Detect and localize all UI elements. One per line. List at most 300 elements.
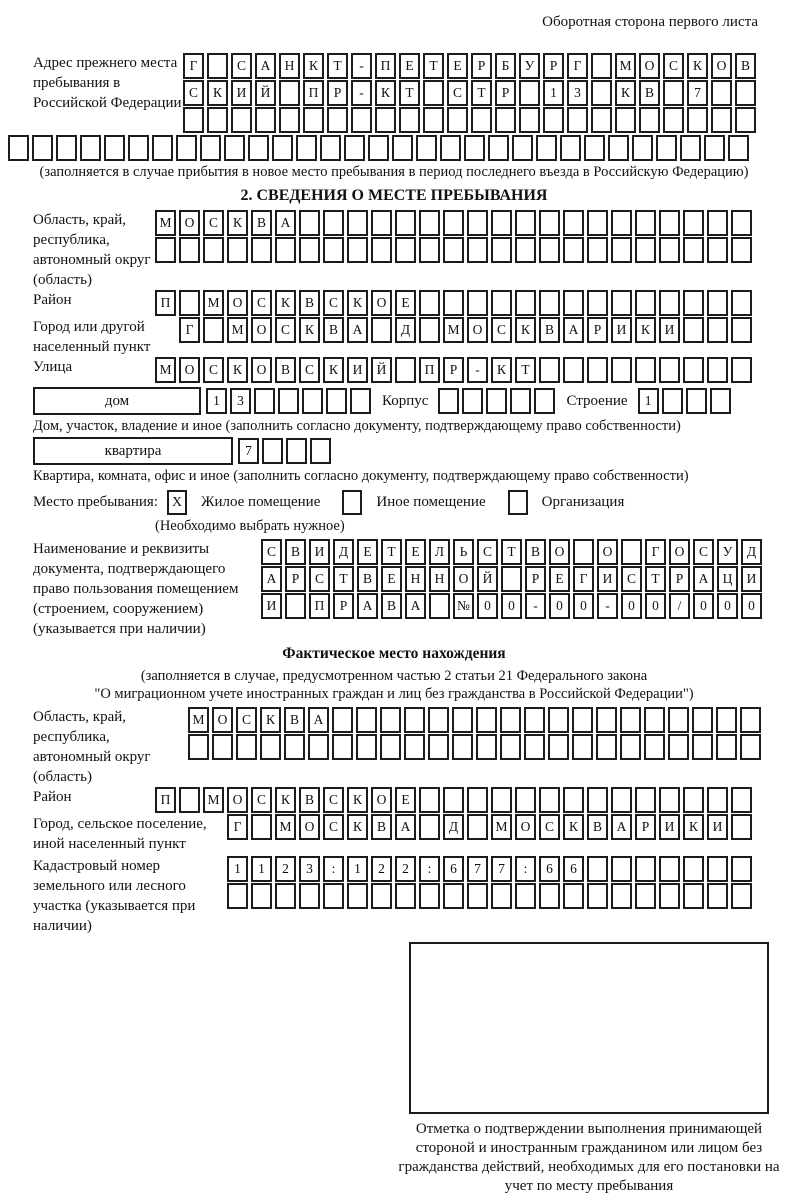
char-cell[interactable] <box>683 357 704 383</box>
char-cell[interactable]: О <box>251 357 272 383</box>
char-cell[interactable]: Е <box>395 290 416 316</box>
char-cell[interactable]: К <box>347 787 368 813</box>
char-cell[interactable] <box>591 80 612 106</box>
char-cell[interactable] <box>380 707 401 733</box>
char-cell[interactable]: М <box>188 707 209 733</box>
char-cell[interactable] <box>452 707 473 733</box>
char-cell[interactable] <box>236 734 257 760</box>
char-cell[interactable] <box>231 107 252 133</box>
char-cell[interactable] <box>716 734 737 760</box>
char-cell[interactable] <box>255 107 276 133</box>
char-cell[interactable]: К <box>687 53 708 79</box>
char-cell[interactable] <box>567 107 588 133</box>
char-cell[interactable]: Р <box>285 566 306 592</box>
char-cell[interactable]: А <box>563 317 584 343</box>
char-cell[interactable] <box>519 80 540 106</box>
char-cell[interactable] <box>591 53 612 79</box>
char-cell[interactable]: К <box>563 814 584 840</box>
char-cell[interactable]: 1 <box>543 80 564 106</box>
char-cell[interactable] <box>176 135 197 161</box>
char-cell[interactable] <box>344 135 365 161</box>
char-cell[interactable] <box>486 388 507 414</box>
char-cell[interactable] <box>200 135 221 161</box>
char-cell[interactable] <box>683 787 704 813</box>
char-cell[interactable]: В <box>284 707 305 733</box>
char-cell[interactable]: В <box>525 539 546 565</box>
char-cell[interactable]: О <box>639 53 660 79</box>
char-cell[interactable]: Т <box>333 566 354 592</box>
char-cell[interactable]: 1 <box>206 388 227 414</box>
char-cell[interactable] <box>495 107 516 133</box>
char-cell[interactable] <box>467 290 488 316</box>
char-cell[interactable] <box>327 107 348 133</box>
char-cell[interactable] <box>212 734 233 760</box>
char-cell[interactable]: Н <box>429 566 450 592</box>
char-cell[interactable]: К <box>275 787 296 813</box>
char-cell[interactable] <box>644 734 665 760</box>
char-cell[interactable]: И <box>611 317 632 343</box>
char-cell[interactable] <box>560 135 581 161</box>
char-cell[interactable] <box>310 438 331 464</box>
char-cell[interactable]: Д <box>741 539 762 565</box>
char-cell[interactable] <box>611 856 632 882</box>
char-cell[interactable]: П <box>419 357 440 383</box>
char-cell[interactable]: Н <box>279 53 300 79</box>
char-cell[interactable] <box>611 357 632 383</box>
char-cell[interactable] <box>395 237 416 263</box>
char-cell[interactable] <box>308 734 329 760</box>
char-cell[interactable] <box>275 883 296 909</box>
char-cell[interactable] <box>227 237 248 263</box>
char-cell[interactable] <box>279 80 300 106</box>
char-cell[interactable] <box>302 388 323 414</box>
char-cell[interactable] <box>467 883 488 909</box>
char-cell[interactable]: О <box>549 539 570 565</box>
char-cell[interactable] <box>323 210 344 236</box>
char-cell[interactable]: С <box>275 317 296 343</box>
char-cell[interactable] <box>443 290 464 316</box>
char-cell[interactable]: 0 <box>717 593 738 619</box>
char-cell[interactable] <box>572 707 593 733</box>
char-cell[interactable] <box>395 210 416 236</box>
char-cell[interactable] <box>704 135 725 161</box>
char-cell[interactable]: С <box>251 787 272 813</box>
char-cell[interactable] <box>596 707 617 733</box>
char-cell[interactable]: Е <box>357 539 378 565</box>
char-cell[interactable] <box>587 237 608 263</box>
char-cell[interactable]: С <box>231 53 252 79</box>
char-cell[interactable] <box>683 237 704 263</box>
char-cell[interactable]: 7 <box>467 856 488 882</box>
char-cell[interactable] <box>467 210 488 236</box>
char-cell[interactable] <box>428 734 449 760</box>
char-cell[interactable]: В <box>285 539 306 565</box>
char-cell[interactable] <box>395 883 416 909</box>
checkbox-organization[interactable] <box>508 490 528 515</box>
char-cell[interactable] <box>615 107 636 133</box>
char-cell[interactable] <box>443 210 464 236</box>
char-cell[interactable] <box>419 317 440 343</box>
char-cell[interactable] <box>155 237 176 263</box>
char-cell[interactable] <box>347 883 368 909</box>
char-cell[interactable] <box>524 707 545 733</box>
char-cell[interactable]: И <box>659 317 680 343</box>
char-cell[interactable] <box>207 53 228 79</box>
char-cell[interactable] <box>320 135 341 161</box>
char-cell[interactable] <box>620 734 641 760</box>
char-cell[interactable] <box>662 388 683 414</box>
char-cell[interactable] <box>491 883 512 909</box>
char-cell[interactable] <box>731 210 752 236</box>
char-cell[interactable]: Е <box>399 53 420 79</box>
char-cell[interactable] <box>683 883 704 909</box>
char-cell[interactable]: К <box>515 317 536 343</box>
char-cell[interactable]: Ц <box>717 566 738 592</box>
char-cell[interactable] <box>392 135 413 161</box>
char-cell[interactable]: Г <box>567 53 588 79</box>
char-cell[interactable]: С <box>663 53 684 79</box>
char-cell[interactable]: М <box>443 317 464 343</box>
char-cell[interactable] <box>443 787 464 813</box>
char-cell[interactable]: К <box>275 290 296 316</box>
char-cell[interactable] <box>183 107 204 133</box>
char-cell[interactable]: О <box>711 53 732 79</box>
char-cell[interactable] <box>659 787 680 813</box>
char-cell[interactable] <box>587 883 608 909</box>
char-cell[interactable]: 3 <box>567 80 588 106</box>
char-cell[interactable] <box>573 539 594 565</box>
char-cell[interactable] <box>467 237 488 263</box>
char-cell[interactable] <box>128 135 149 161</box>
char-cell[interactable] <box>272 135 293 161</box>
char-cell[interactable]: У <box>519 53 540 79</box>
char-cell[interactable]: С <box>621 566 642 592</box>
char-cell[interactable]: В <box>299 787 320 813</box>
char-cell[interactable]: : <box>515 856 536 882</box>
char-cell[interactable] <box>735 80 756 106</box>
char-cell[interactable]: К <box>375 80 396 106</box>
char-cell[interactable] <box>179 237 200 263</box>
char-cell[interactable] <box>491 237 512 263</box>
char-cell[interactable] <box>543 107 564 133</box>
char-cell[interactable]: К <box>347 814 368 840</box>
char-cell[interactable]: Й <box>371 357 392 383</box>
char-cell[interactable]: И <box>659 814 680 840</box>
char-cell[interactable] <box>683 290 704 316</box>
char-cell[interactable]: М <box>203 787 224 813</box>
char-cell[interactable] <box>467 814 488 840</box>
char-cell[interactable]: Г <box>179 317 200 343</box>
char-cell[interactable] <box>707 237 728 263</box>
char-cell[interactable] <box>534 388 555 414</box>
char-cell[interactable]: М <box>227 317 248 343</box>
char-cell[interactable] <box>635 357 656 383</box>
char-cell[interactable]: Р <box>525 566 546 592</box>
char-cell[interactable]: О <box>299 814 320 840</box>
char-cell[interactable] <box>731 883 752 909</box>
char-cell[interactable] <box>731 814 752 840</box>
char-cell[interactable] <box>515 290 536 316</box>
char-cell[interactable] <box>707 290 728 316</box>
char-cell[interactable]: 6 <box>443 856 464 882</box>
char-cell[interactable] <box>471 107 492 133</box>
char-cell[interactable]: 0 <box>477 593 498 619</box>
char-cell[interactable] <box>663 107 684 133</box>
char-cell[interactable]: Б <box>495 53 516 79</box>
char-cell[interactable] <box>299 237 320 263</box>
char-cell[interactable]: С <box>539 814 560 840</box>
char-cell[interactable] <box>260 734 281 760</box>
char-cell[interactable] <box>375 107 396 133</box>
char-cell[interactable] <box>284 734 305 760</box>
char-cell[interactable] <box>539 290 560 316</box>
char-cell[interactable]: К <box>683 814 704 840</box>
char-cell[interactable] <box>491 210 512 236</box>
char-cell[interactable]: В <box>323 317 344 343</box>
char-cell[interactable] <box>428 707 449 733</box>
char-cell[interactable] <box>536 135 557 161</box>
char-cell[interactable] <box>501 566 522 592</box>
char-cell[interactable]: Р <box>635 814 656 840</box>
char-cell[interactable]: А <box>255 53 276 79</box>
char-cell[interactable] <box>416 135 437 161</box>
char-cell[interactable] <box>659 237 680 263</box>
char-cell[interactable]: Т <box>423 53 444 79</box>
char-cell[interactable] <box>548 707 569 733</box>
char-cell[interactable]: Р <box>669 566 690 592</box>
char-cell[interactable]: О <box>179 357 200 383</box>
char-cell[interactable]: И <box>309 539 330 565</box>
char-cell[interactable]: Р <box>543 53 564 79</box>
char-cell[interactable]: С <box>477 539 498 565</box>
char-cell[interactable] <box>203 317 224 343</box>
char-cell[interactable]: А <box>611 814 632 840</box>
char-cell[interactable] <box>659 290 680 316</box>
char-cell[interactable]: Е <box>447 53 468 79</box>
char-cell[interactable]: К <box>323 357 344 383</box>
checkbox-residential[interactable]: X <box>167 490 187 515</box>
char-cell[interactable]: В <box>357 566 378 592</box>
char-cell[interactable]: М <box>155 357 176 383</box>
char-cell[interactable] <box>663 80 684 106</box>
char-cell[interactable] <box>572 734 593 760</box>
char-cell[interactable] <box>203 237 224 263</box>
char-cell[interactable] <box>659 357 680 383</box>
char-cell[interactable] <box>707 210 728 236</box>
char-cell[interactable]: В <box>587 814 608 840</box>
char-cell[interactable]: К <box>299 317 320 343</box>
char-cell[interactable]: В <box>735 53 756 79</box>
char-cell[interactable] <box>731 317 752 343</box>
char-cell[interactable]: К <box>207 80 228 106</box>
char-cell[interactable] <box>347 237 368 263</box>
char-cell[interactable]: Е <box>405 539 426 565</box>
char-cell[interactable] <box>563 290 584 316</box>
char-cell[interactable]: Г <box>227 814 248 840</box>
char-cell[interactable]: Д <box>443 814 464 840</box>
char-cell[interactable]: Г <box>573 566 594 592</box>
char-cell[interactable]: С <box>236 707 257 733</box>
char-cell[interactable] <box>356 734 377 760</box>
char-cell[interactable]: С <box>183 80 204 106</box>
char-cell[interactable] <box>519 107 540 133</box>
char-cell[interactable] <box>510 388 531 414</box>
char-cell[interactable]: - <box>467 357 488 383</box>
char-cell[interactable] <box>635 787 656 813</box>
char-cell[interactable] <box>611 787 632 813</box>
char-cell[interactable] <box>563 883 584 909</box>
char-cell[interactable] <box>692 707 713 733</box>
char-cell[interactable] <box>563 357 584 383</box>
char-cell[interactable] <box>207 107 228 133</box>
char-cell[interactable]: - <box>597 593 618 619</box>
char-cell[interactable]: 1 <box>251 856 272 882</box>
char-cell[interactable]: А <box>275 210 296 236</box>
char-cell[interactable] <box>731 856 752 882</box>
char-cell[interactable]: А <box>347 317 368 343</box>
char-cell[interactable]: С <box>323 814 344 840</box>
char-cell[interactable] <box>443 883 464 909</box>
char-cell[interactable] <box>332 707 353 733</box>
char-cell[interactable]: А <box>357 593 378 619</box>
char-cell[interactable] <box>395 357 416 383</box>
char-cell[interactable] <box>711 107 732 133</box>
char-cell[interactable] <box>740 734 761 760</box>
char-cell[interactable] <box>620 707 641 733</box>
char-cell[interactable]: И <box>597 566 618 592</box>
char-cell[interactable]: П <box>155 787 176 813</box>
char-cell[interactable] <box>644 707 665 733</box>
char-cell[interactable] <box>728 135 749 161</box>
char-cell[interactable] <box>326 388 347 414</box>
char-cell[interactable] <box>440 135 461 161</box>
char-cell[interactable]: Р <box>471 53 492 79</box>
char-cell[interactable] <box>656 135 677 161</box>
char-cell[interactable] <box>8 135 29 161</box>
char-cell[interactable] <box>462 388 483 414</box>
char-cell[interactable]: 0 <box>693 593 714 619</box>
char-cell[interactable]: О <box>597 539 618 565</box>
char-cell[interactable] <box>515 210 536 236</box>
char-cell[interactable]: В <box>275 357 296 383</box>
char-cell[interactable]: В <box>381 593 402 619</box>
char-cell[interactable]: У <box>717 539 738 565</box>
char-cell[interactable] <box>668 734 689 760</box>
char-cell[interactable] <box>515 237 536 263</box>
checkbox-other-premises[interactable] <box>342 490 362 515</box>
char-cell[interactable] <box>279 107 300 133</box>
char-cell[interactable] <box>179 290 200 316</box>
char-cell[interactable] <box>686 388 707 414</box>
char-cell[interactable]: 2 <box>275 856 296 882</box>
char-cell[interactable] <box>539 883 560 909</box>
char-cell[interactable] <box>104 135 125 161</box>
char-cell[interactable]: К <box>635 317 656 343</box>
char-cell[interactable] <box>303 107 324 133</box>
char-cell[interactable] <box>635 210 656 236</box>
char-cell[interactable]: А <box>395 814 416 840</box>
char-cell[interactable]: П <box>375 53 396 79</box>
char-cell[interactable] <box>438 388 459 414</box>
char-cell[interactable]: 1 <box>347 856 368 882</box>
char-cell[interactable]: 7 <box>687 80 708 106</box>
char-cell[interactable]: Т <box>515 357 536 383</box>
char-cell[interactable] <box>476 734 497 760</box>
char-cell[interactable]: О <box>453 566 474 592</box>
char-cell[interactable] <box>488 135 509 161</box>
char-cell[interactable]: С <box>491 317 512 343</box>
char-cell[interactable]: М <box>275 814 296 840</box>
char-cell[interactable] <box>635 290 656 316</box>
char-cell[interactable]: 7 <box>491 856 512 882</box>
char-cell[interactable]: Л <box>429 539 450 565</box>
char-cell[interactable]: Р <box>443 357 464 383</box>
char-cell[interactable]: С <box>323 290 344 316</box>
char-cell[interactable] <box>735 107 756 133</box>
char-cell[interactable] <box>500 734 521 760</box>
char-cell[interactable]: В <box>639 80 660 106</box>
char-cell[interactable]: В <box>371 814 392 840</box>
char-cell[interactable] <box>621 539 642 565</box>
char-cell[interactable]: Й <box>477 566 498 592</box>
char-cell[interactable] <box>563 210 584 236</box>
char-cell[interactable]: 6 <box>539 856 560 882</box>
char-cell[interactable] <box>380 734 401 760</box>
char-cell[interactable]: О <box>371 787 392 813</box>
char-cell[interactable]: Р <box>333 593 354 619</box>
char-cell[interactable] <box>332 734 353 760</box>
char-cell[interactable] <box>680 135 701 161</box>
char-cell[interactable]: Т <box>327 53 348 79</box>
char-cell[interactable] <box>419 814 440 840</box>
char-cell[interactable] <box>491 290 512 316</box>
char-cell[interactable]: И <box>707 814 728 840</box>
char-cell[interactable] <box>731 357 752 383</box>
char-cell[interactable]: К <box>491 357 512 383</box>
char-cell[interactable] <box>299 883 320 909</box>
char-cell[interactable]: О <box>371 290 392 316</box>
char-cell[interactable] <box>447 107 468 133</box>
char-cell[interactable]: - <box>351 53 372 79</box>
char-cell[interactable] <box>152 135 173 161</box>
char-cell[interactable]: П <box>303 80 324 106</box>
char-cell[interactable] <box>347 210 368 236</box>
char-cell[interactable] <box>611 210 632 236</box>
char-cell[interactable]: П <box>155 290 176 316</box>
char-cell[interactable]: В <box>539 317 560 343</box>
char-cell[interactable]: О <box>179 210 200 236</box>
char-cell[interactable] <box>587 856 608 882</box>
char-cell[interactable] <box>668 707 689 733</box>
char-cell[interactable] <box>707 357 728 383</box>
char-cell[interactable]: С <box>323 787 344 813</box>
char-cell[interactable]: А <box>405 593 426 619</box>
char-cell[interactable] <box>296 135 317 161</box>
char-cell[interactable]: Г <box>645 539 666 565</box>
char-cell[interactable]: Е <box>381 566 402 592</box>
char-cell[interactable] <box>251 237 272 263</box>
char-cell[interactable]: М <box>203 290 224 316</box>
char-cell[interactable] <box>56 135 77 161</box>
char-cell[interactable]: № <box>453 593 474 619</box>
char-cell[interactable]: О <box>467 317 488 343</box>
char-cell[interactable] <box>404 707 425 733</box>
char-cell[interactable]: И <box>231 80 252 106</box>
char-cell[interactable]: - <box>525 593 546 619</box>
char-cell[interactable]: М <box>155 210 176 236</box>
char-cell[interactable]: Д <box>395 317 416 343</box>
char-cell[interactable] <box>323 883 344 909</box>
